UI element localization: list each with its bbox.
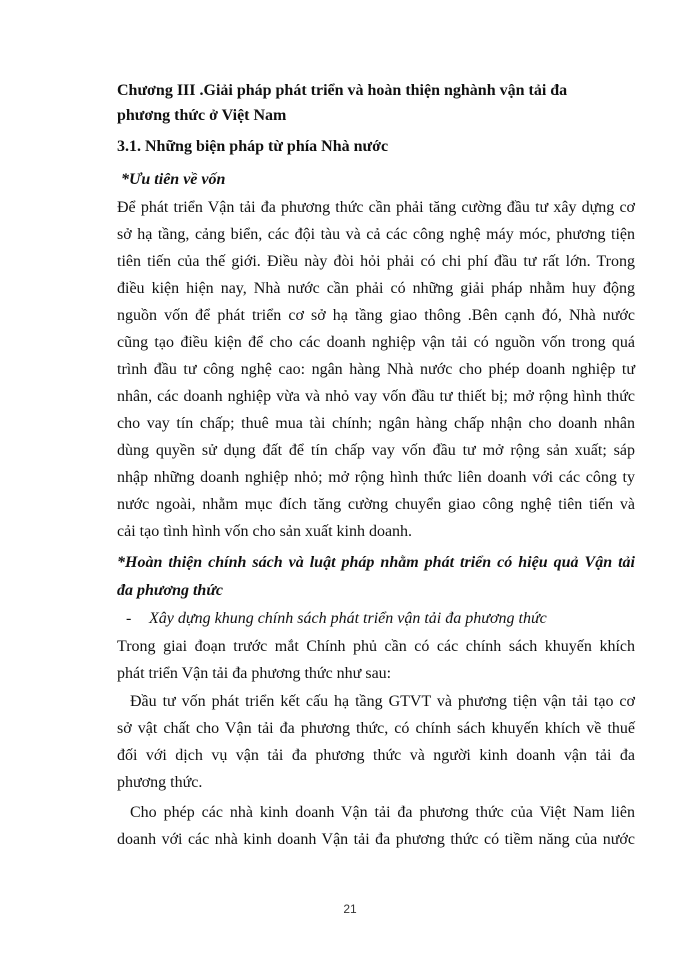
policy-heading-line-2: đa phương thức bbox=[117, 582, 223, 599]
capital-line-1: Để phát triển Vận tải đa phương thức cần phải tăng cường đầu tư xây dựng cơ bbox=[117, 199, 635, 216]
para1-line-1: Đầu tư vốn phát triển kết cấu hạ tầng GTVT và phương tiện vận tải tạo cơ bbox=[130, 693, 635, 710]
policy-intro-line-2: phát triển Vận tải đa phương thức như sau: bbox=[117, 665, 392, 682]
para1-line-2: sở vật chất cho Vận tải đa phương thức, có chính sách khuyến khích về thuế bbox=[117, 720, 635, 737]
page-number: 21 bbox=[343, 902, 357, 916]
chapter-title-line-2: phương thức ở Việt Nam bbox=[117, 107, 287, 124]
capital-line-8: nhân, các doanh nghiệp vừa và nhỏ vay vốn đầu tư thiết bị; mở rộng hình thức bbox=[117, 388, 635, 405]
para1-line-4: phương thức. bbox=[117, 774, 203, 791]
capital-line-4: điều kiện hiện nay, Nhà nước cần phải có những giải pháp nhằm huy động bbox=[117, 280, 635, 297]
policy-intro-line-1: Trong giai đoạn trước mắt Chính phủ cần có các chính sách khuyến khích bbox=[117, 638, 635, 655]
capital-line-7: trình đầu tư công nghệ cao: ngân hàng Nhà nước cho phép doanh nghiệp tư bbox=[117, 361, 635, 378]
capital-line-10: dùng quyền sử dụng đất để tín chấp vay vốn đầu tư mở rộng sản xuất; sáp bbox=[117, 442, 635, 459]
para2-line-1: Cho phép các nhà kinh doanh Vận tải đa phương thức của Việt Nam liên bbox=[130, 804, 635, 821]
capital-heading: *Ưu tiên về vốn bbox=[121, 171, 226, 188]
para2-line-2: doanh với các nhà kinh doanh Vận tải đa phương thức có tiềm năng của nước bbox=[117, 831, 635, 848]
bullet-text: Xây dựng khung chính sách phát triển vận tải đa phương thức bbox=[149, 610, 547, 627]
capital-line-9: cho vay tín chấp; thuê mua tài chính; ngân hàng chấp nhận cho doanh nhân bbox=[117, 415, 635, 432]
capital-line-6: cũng tạo điều kiện để cho các doanh nghiệp vận tải có nguồn vốn trong quá bbox=[117, 334, 635, 351]
para1-line-3: đối với dịch vụ vận tải đa phương thức và người kinh doanh vận tải đa bbox=[117, 747, 635, 764]
capital-line-3: tiên tiến của thế giới. Điều này đòi hỏi phải có chi phí đầu tư rất lớn. Trong bbox=[117, 253, 635, 270]
capital-line-12: nước ngoài, nhằm mục đích tăng cường chuyển giao công nghệ tiên tiến và bbox=[117, 496, 635, 513]
capital-line-13: cải tạo tình hình vốn cho sản xuất kinh doanh. bbox=[117, 523, 413, 540]
capital-line-2: sở hạ tầng, cảng biển, các đội tàu và cả các công nghệ máy móc, phương tiện bbox=[117, 226, 635, 243]
chapter-title-line-1: Chương III .Giải pháp phát triển và hoàn thiện nghành vận tải đa bbox=[117, 82, 568, 99]
policy-heading-line-1: *Hoàn thiện chính sách và luật pháp nhằm phát triển có hiệu quả Vận tải bbox=[117, 554, 635, 571]
section-heading: 3.1. Những biện pháp từ phía Nhà nước bbox=[117, 138, 389, 155]
bullet-dash: - bbox=[126, 610, 132, 627]
capital-line-5: nguồn vốn để phát triển cơ sở hạ tầng giao thông .Bên cạnh đó, Nhà nước bbox=[117, 307, 635, 324]
capital-line-11: nhập những doanh nghiệp nhỏ; mở rộng hình thức liên doanh với các công ty bbox=[117, 469, 635, 486]
